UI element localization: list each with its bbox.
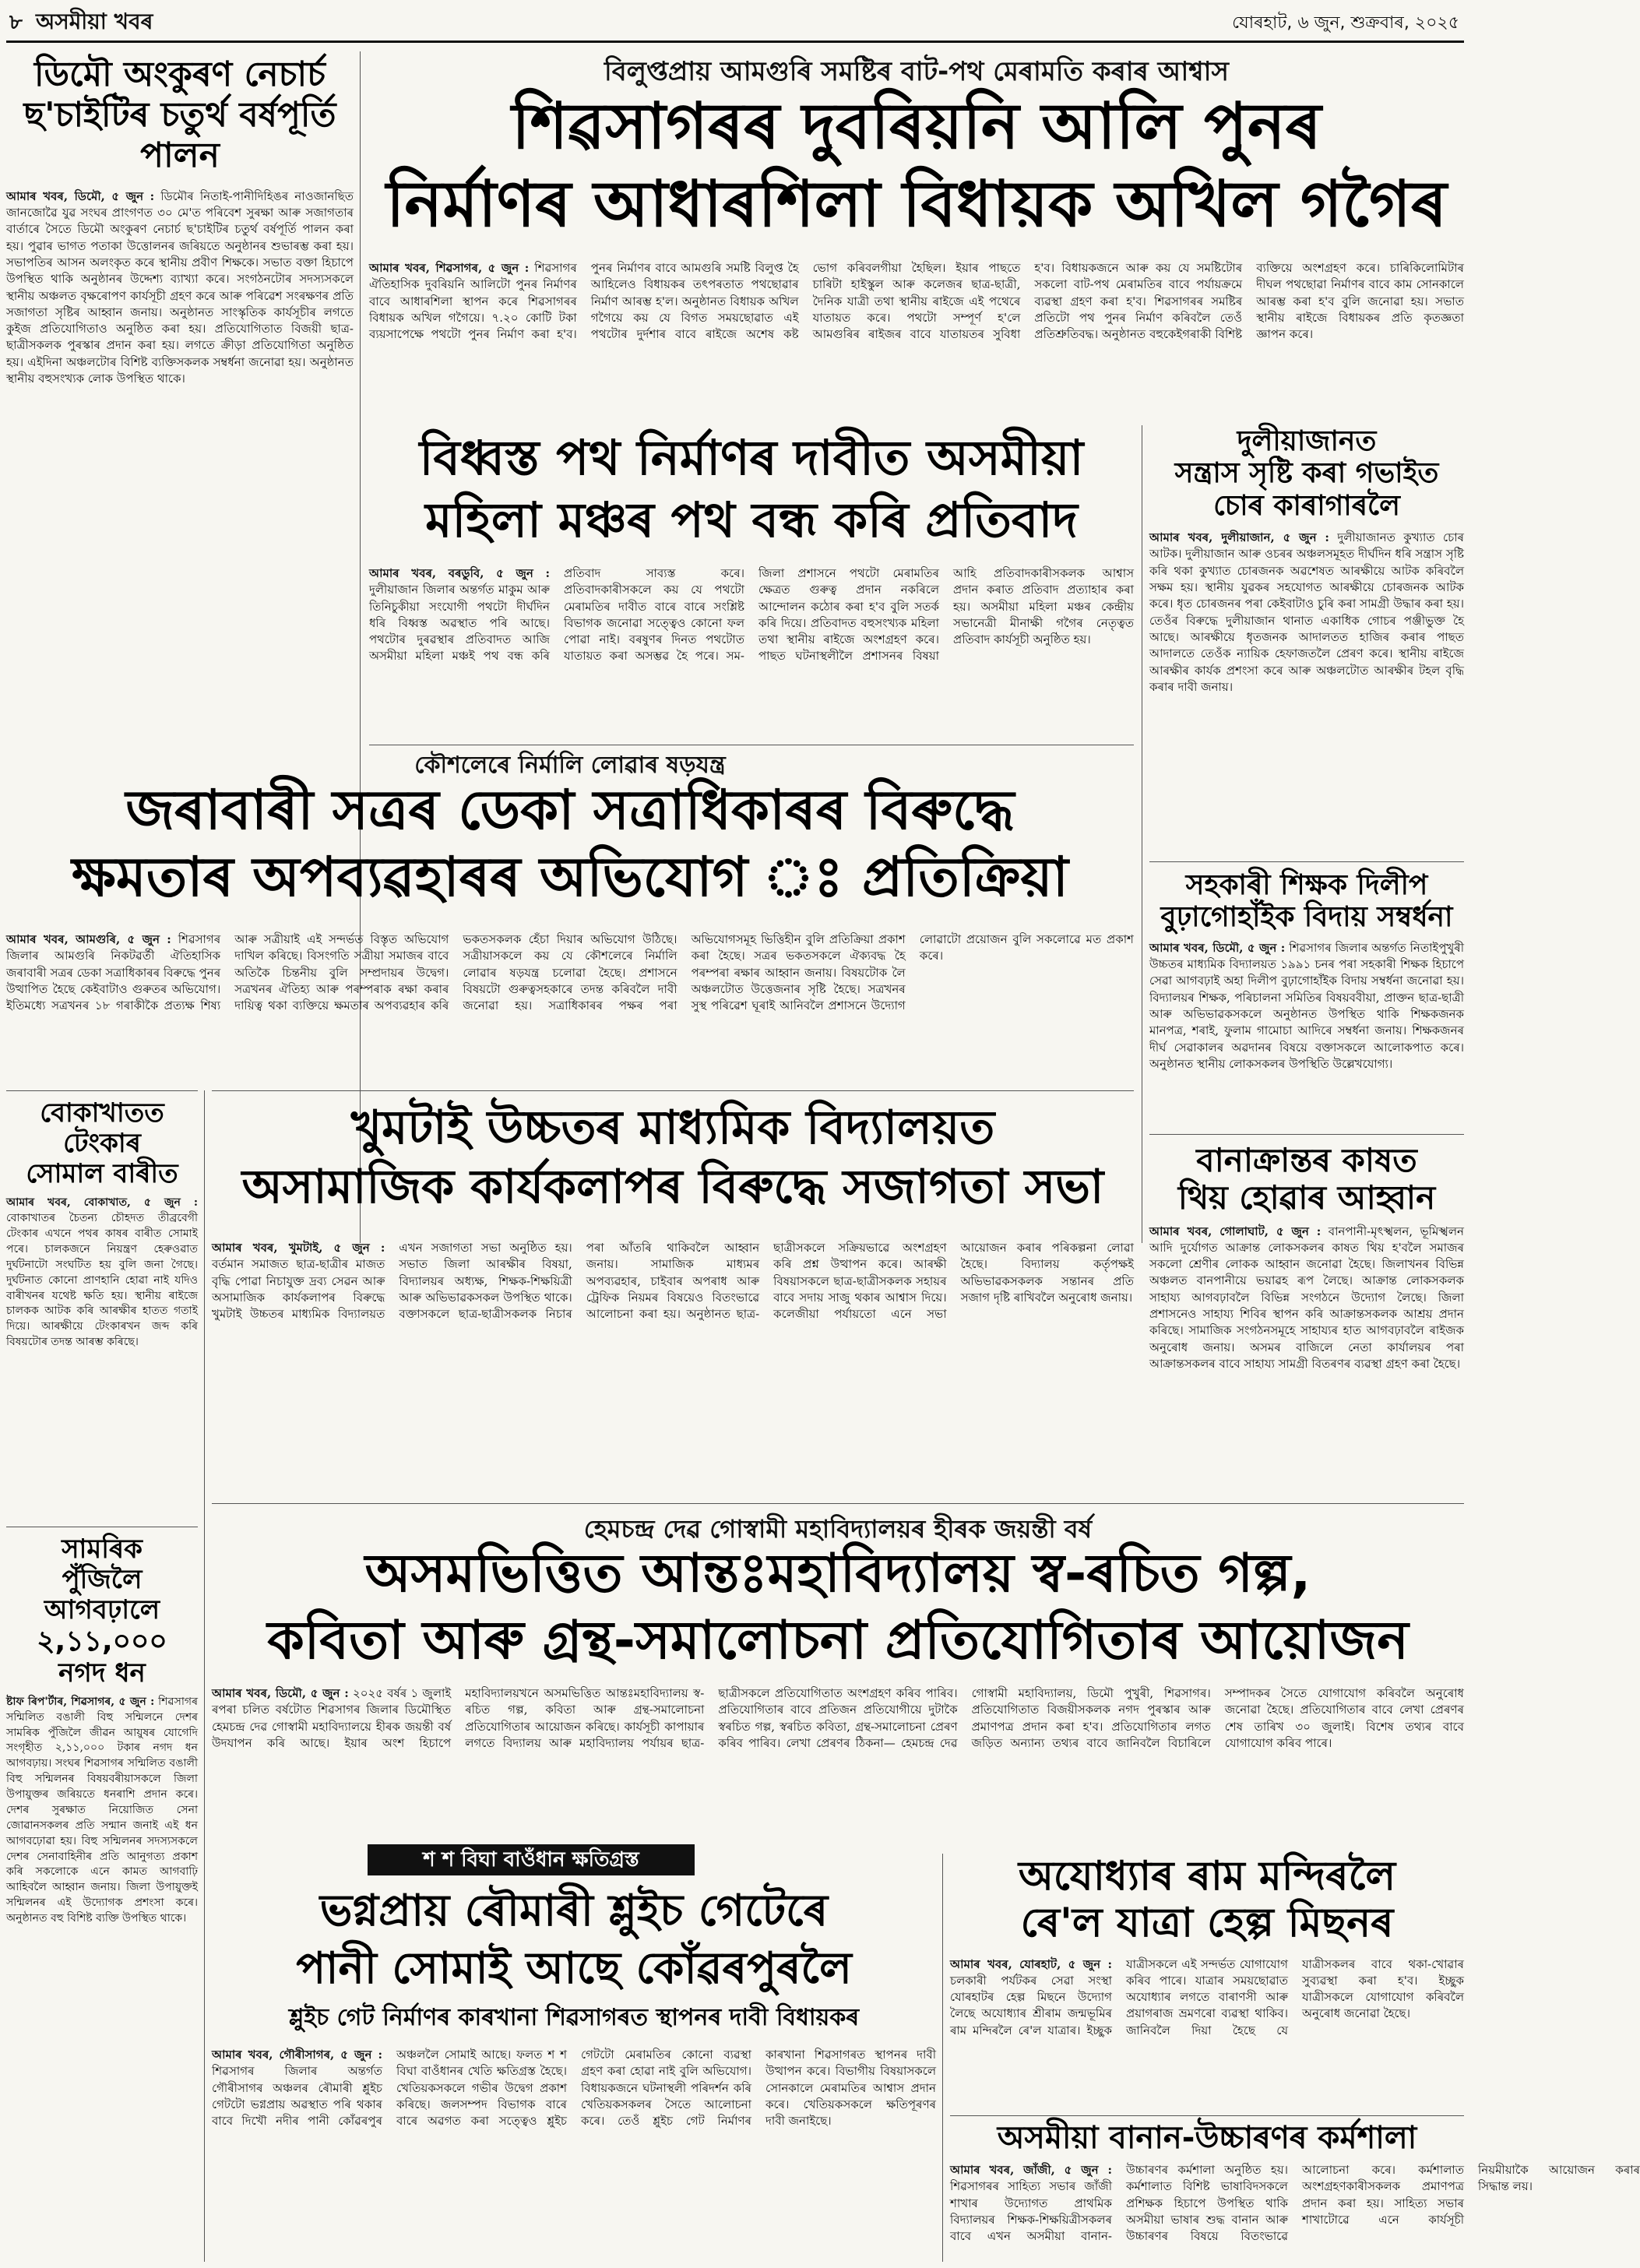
headline-line-1: ভগ্নপ্ৰায় ৰৌমাৰী শ্লুইচ গেটেৰে xyxy=(319,1886,829,1936)
story-teacher-farewell xyxy=(1149,869,1464,1126)
headline-line-1: অযোধ্যাৰ ৰাম মন্দিৰলৈ xyxy=(1018,1853,1396,1900)
kicker: কৌশলেৰে নিৰ্মালি লোৱাৰ ষড়যন্ত্ৰ xyxy=(414,752,726,779)
headline: ডিমৌ অংকুৰণ নেচাৰ্চ ছ'চাইটিৰ চতুৰ্থ বৰ্ষপূৰ্তি পালন xyxy=(23,55,336,175)
dateline: আমাৰ খবৰ, আমগুৰি, ৫ জুন : xyxy=(6,932,171,946)
story-text: দুলীয়াজান জিলাৰ অন্তৰ্গত মাকুম আৰু তিনিচুকীয়া সংযোগী পথটো দীৰ্ঘদিন ধৰি বিধ্বস্ত অৱস্থাত পৰি আছে। পথটোৰ দুৰৱস্থাৰ প্ৰতিবাদত আজি অসমীয়া মহিলা মঞ্চই পথ বন্ধ কৰি প্ৰতিবাদ সাব্যস্ত কৰে। প্ৰতিবাদকাৰীসকলে কয় যে পথটো মেৰামতিৰ দাবীত বাৰে বাৰে সংশ্লিষ্ট বিভাগক জনোৱা সত্ত্বেও কোনো ফল পোৱা নাই। বৰষুণৰ দিনত পথটোত যাতায়ত কৰা অসম্ভৱ হৈ পৰে। সম-জিলা প্ৰশাসনে পথটো মেৰামতিৰ ক্ষেত্ৰত গুৰুত্ব প্ৰদান নকৰিলে আন্দোলন কঠোৰ কৰা হ'ব বুলি সতৰ্ক কৰি দিয়ে। প্ৰতিবাদত বহুসংখ্যক মহিলা তথা স্থানীয় ৰাইজে অংশগ্ৰহণ কৰে। পাছত ঘটনাস্থলীলৈ প্ৰশাসনৰ বিষয়া আহি প্ৰতিবাদকাৰীসকলক আশ্বাস প্ৰদান কৰাত প্ৰতিবাদ প্ৰত্যাহাৰ কৰা হয়। অসমীয়া মহিলা মঞ্চৰ কেন্দ্ৰীয় সভানেত্ৰী মীনাক্ষী গগৈৰ নেতৃত্বত প্ৰতিবাদ কাৰ্যসূচী অনুষ্ঠিত হয়। xyxy=(369,566,1134,664)
headline-line-2: টেংকাৰ xyxy=(63,1128,141,1160)
subhead: শ্লুইচ গেট নিৰ্মাণৰ কাৰখানা শিৱসাগৰত স্থাপনৰ দাবী বিধায়কৰ xyxy=(288,2004,860,2031)
headline-line-2: বুঢ়াগোহাঁইক বিদায় সম্বৰ্ধনা xyxy=(1160,901,1453,934)
masthead-rule xyxy=(6,40,1464,43)
headline-line-1: জৰাবাৰী সত্ৰৰ ডেকা সত্ৰাধিকাৰৰ বিৰুদ্ধে xyxy=(125,778,1015,842)
story-text: শিৱসাগৰ জিলাৰ আমগুৰি নিকটৱৰ্তী ঐতিহাসিক জৰাবাৰী সত্ৰৰ ডেকা সত্ৰাধিকাৰৰ বিৰুদ্ধে পুনৰ উত্থাপিত হৈছে কেইবাটাও গুৰুতৰ অভিযোগ। ইতিমধ্যে সত্ৰখনৰ ১৮ গৰাকীকৈ প্ৰত্যক্ষ শিষ্য আৰু সত্ৰীয়াই এই সন্দৰ্ভত বিস্তৃত অভিযোগ দাখিল কৰিছে। বিসংগতি সত্ৰীয়া সমাজৰ বাবে অতিকৈ চিন্তনীয় বুলি সম্প্ৰদায়ৰ উদ্বেগ। সত্ৰখনৰ ঐতিহ্য আৰু পৰম্পৰাক ৰক্ষা কৰাৰ দায়িত্ব থকা ব্যক্তিয়ে ক্ষমতাৰ অপব্যৱহাৰ কৰি ভকতসকলক হেঁচা দিয়াৰ অভিযোগ উঠিছে। সত্ৰীয়াসকলে কয় যে কৌশলেৰে নিৰ্মালি লোৱাৰ ষড়যন্ত্ৰ চলোৱা হৈছে। প্ৰশাসনে বিষয়টো গুৰুত্বসহকাৰে তদন্ত কৰিবলৈ দাবী জনোৱা হয়। সত্ৰাধিকাৰৰ পক্ষৰ পৰা অভিযোগসমূহ ভিত্তিহীন বুলি প্ৰতিক্ৰিয়া প্ৰকাশ কৰা হৈছে। সত্ৰৰ ভকতসকলে ঐক্যবদ্ধ হৈ পৰম্পৰা ৰক্ষাৰ আহ্বান জনায়। বিষয়টোক লৈ অঞ্চলটোত উত্তেজনাৰ সৃষ্টি হৈছে। সত্ৰখনৰ সুস্থ পৰিৱেশ ঘূৰাই আনিবলৈ প্ৰশাসনে উদ্যোগ লোৱাটো প্ৰয়োজন বুলি সকলোৱে মত প্ৰকাশ কৰে। xyxy=(6,932,1134,1013)
story-sluice-gate xyxy=(212,1844,936,2262)
story-body xyxy=(212,2047,936,2257)
headline-line-2: ক্ষমতাৰ অপব্যৱহাৰৰ অভিযোগ ঃ প্ৰতিক্ৰিয়া xyxy=(72,845,1068,909)
story-text: শিৱসাগৰ জিলাৰ অন্তৰ্গত গৌৰীসাগৰ অঞ্চলৰ ৰৌমাৰী শ্লুইচ গেটটো ভগ্নপ্ৰায় অৱস্থাত পৰি থকাৰ বাবে দিখৌ নদীৰ পানী কোঁৱৰপুৰ অঞ্চললৈ সোমাই আছে। ফলত শ শ বিঘা বাওঁধানৰ খেতি ক্ষতিগ্ৰস্ত হৈছে। খেতিয়কসকলে গভীৰ উদ্বেগ প্ৰকাশ কৰিছে। জলসম্পদ বিভাগক বাৰে বাৰে অৱগত কৰা সত্ত্বেও শ্লুইচ গেটটো মেৰামতিৰ কোনো ব্যৱস্থা গ্ৰহণ কৰা হোৱা নাই বুলি অভিযোগ। বিধায়কজনে ঘটনাস্থলী পৰিদৰ্শন কৰি খেতিয়কসকলৰ সৈতে আলোচনা কৰে। তেওঁ শ্লুইচ গেট নিৰ্মাণৰ কাৰখানা শিৱসাগৰত স্থাপনৰ দাবী উত্থাপন কৰে। বিভাগীয় বিষয়াসকলে সোনকালে মেৰামতিৰ আশ্বাস প্ৰদান কৰে। খেতিয়কসকলে ক্ষতিপূৰণৰ দাবী জনাইছে। xyxy=(212,2048,936,2129)
story-body xyxy=(212,1240,1134,1474)
headline-line-1: বানাক্ৰান্তৰ কাষত xyxy=(1196,1141,1417,1179)
story-spelling-workshop xyxy=(950,2120,1640,2262)
headline-line-1: সামৰিক xyxy=(62,1534,143,1565)
section-rule xyxy=(1149,1134,1464,1135)
story-duliajan-thief xyxy=(1149,425,1464,861)
dateline-top: যোৰহাট, ৬ জুন, শুক্ৰবাৰ, ২০২৫ xyxy=(1232,13,1459,33)
story-khumtai-school xyxy=(212,1098,1134,1503)
paper-name: অসমীয়া খবৰ xyxy=(36,9,153,34)
story-body xyxy=(6,1695,198,2232)
story-flood-help xyxy=(1149,1142,1464,1484)
headline-line-2: সন্ত্ৰাস সৃষ্টি কৰা গভাইত xyxy=(1174,457,1439,490)
kicker: বিলুপ্তপ্ৰায় আমগুৰি সমষ্টিৰ বাট-পথ মেৰামতি কৰাৰ আশ্বাস xyxy=(604,56,1229,87)
section-rule xyxy=(212,1090,1134,1091)
story-text: শিৱসাগৰৰ সাহিত্য সভাৰ জাঁজী শাখাৰ উদ্যোগত প্ৰাথমিক বিদ্যালয়ৰ শিক্ষক-শিক্ষয়িত্ৰীসকলৰ বাবে এখন অসমীয়া বানান-উচ্চাৰণৰ কৰ্মশালা অনুষ্ঠিত হয়। কৰ্মশালাত বিশিষ্ট ভাষাবিদসকলে প্ৰশিক্ষক হিচাপে উপস্থিত থাকি অসমীয়া ভাষাৰ শুদ্ধ বানান আৰু উচ্চাৰণৰ বিষয়ে বিতংভাৱে আলোচনা কৰে। কৰ্মশালাত অংশগ্ৰহণকাৰীসকলক প্ৰমাণপত্ৰ প্ৰদান কৰা হয়। সাহিত্য সভাৰ শাখাটোৱে এনে কাৰ্যসূচী নিয়মীয়াকৈ আয়োজন কৰাৰ সিদ্ধান্ত লয়। xyxy=(950,2163,1640,2244)
story-dimou-ankuran xyxy=(6,51,354,861)
headline-line-1: বিধ্বস্ত পথ নিৰ্মাণৰ দাবীত অসমীয়া xyxy=(419,429,1084,486)
story-text: শিৱসাগৰ জিলাৰ অন্তৰ্গত নিতাইপুখুৰী উচ্চতৰ মাধ্যমিক বিদ্যালয়ত ১৯৯১ চনৰ পৰা সহকাৰী শিক্ষক হিচাপে সেৱা আগবঢ়াই অহা দিলীপ বুঢ়াগোহাঁইক বিদায় সম্বৰ্ধনা জনোৱা হয়। বিদ্যালয়ৰ শিক্ষক, পৰিচালনা সমিতিৰ বিষয়ববীয়া, প্ৰাক্তন ছাত্ৰ-ছাত্ৰী আৰু অভিভাৱকসকলে অনুষ্ঠানত উপস্থিত থাকি শিক্ষকজনক মানপত্ৰ, শৰাই, ফুলাম গামোচা আদিৰে সম্বৰ্ধনা জনায়। শিক্ষকজনৰ দীৰ্ঘ সেৱাকালৰ অৱদানৰ বিষয়ে বক্তাসকলে আলোকপাত কৰে। অনুষ্ঠানত স্থানীয় লোকসকলৰ উপস্থিতি উল্লেখযোগ্য। xyxy=(1149,940,1464,1071)
story-text: ডিমৌৰ নিতাই-পানীদিহিঙৰ নাওজানছিত জানজোৱৈ যুৱ সংঘৰ প্ৰাংগণত ৩০ মে'ত পৰিবেশ সুৰক্ষা আৰু সজাগতাৰ বাৰ্তাৰে সৈতে ডিমৌ অংকুৰণ নেচাৰ্চ ছ'চাইটিৰ চতুৰ্থ বৰ্ষপূৰ্তি পালন কৰা হয়। পুৱাৰ ভাগত পতাকা উত্তোলনৰ জৰিয়তে অনুষ্ঠানৰ শুভাৰম্ভ কৰা হয়। সভাপতিৰ আসন অলংকৃত কৰে স্থানীয় প্ৰবীণ শিক্ষকে। সভাত বক্তা হিচাপে উপস্থিত থাকি অনুষ্ঠানৰ উদ্দেশ্য ব্যাখ্যা কৰে। সংগঠনটোৰ সদস্যসকলে স্থানীয় অঞ্চলত বৃক্ষৰোপণ কাৰ্যসূচী গ্ৰহণ কৰে আৰু পৰিৱেশ সংৰক্ষণৰ প্ৰতি সজাগতা সৃষ্টিৰ আহ্বান জনায়। অনুষ্ঠানত সাংস্কৃতিক কাৰ্যসূচীৰ লগতে কুইজ প্ৰতিযোগিতাও অনুষ্ঠিত কৰা হয়। প্ৰতিযোগিতাত বিজয়ী ছাত্ৰ-ছাত্ৰীসকলক পুৰস্কাৰ প্ৰদান কৰা হয়। লগতে ক্ৰীড়া প্ৰতিযোগিতা অনুষ্ঠিত হয়। এইদিনা অঞ্চলটোৰ বিশিষ্ট ব্যক্তিসকলক সম্বৰ্ধনা জনোৱা হয়। অনুষ্ঠানত স্থানীয় বহুসংখ্যক লোক উপস্থিত থাকে। xyxy=(6,188,354,386)
story-body xyxy=(369,565,1134,729)
story-body xyxy=(950,1956,1464,2089)
story-text: বৰ্তমান সমাজত ছাত্ৰ-ছাত্ৰীৰ মাজত বৃদ্ধি পোৱা নিচাযুক্ত দ্ৰব্য সেৱন আৰু অসামাজিক কাৰ্যকলাপৰ বিৰুদ্ধে খুমটাই উচ্চতৰ মাধ্যমিক বিদ্যালয়ত এখন সজাগতা সভা অনুষ্ঠিত হয়। সভাত জিলা আৰক্ষীৰ বিষয়া, বিদ্যালয়ৰ অধ্যক্ষ, শিক্ষক-শিক্ষয়িত্ৰী আৰু অভিভাৱকসকল উপস্থিত থাকে। বক্তাসকলে ছাত্ৰ-ছাত্ৰীসকলক নিচাৰ পৰা আঁতৰি থাকিবলৈ আহ্বান জনায়। সামাজিক মাধ্যমৰ অপব্যৱহাৰ, চাইবাৰ অপৰাধ আৰু ট্ৰেফিক নিয়মৰ বিষয়েও বিতংভাৱে আলোচনা কৰা হয়। অনুষ্ঠানত ছাত্ৰ-ছাত্ৰীসকলে সক্ৰিয়ভাৱে অংশগ্ৰহণ কৰি প্ৰশ্ন উত্থাপন কৰে। আৰক্ষী বিষয়াসকলে ছাত্ৰ-ছাত্ৰীসকলক সহায়ৰ বাবে সদায় সাজু থকাৰ আশ্বাস দিয়ে। কলেজীয়া পৰ্যায়তো এনে সভা আয়োজন কৰাৰ পৰিকল্পনা লোৱা হৈছে। বিদ্যালয় কৰ্তৃপক্ষই অভিভাৱকসকলক সন্তানৰ প্ৰতি সজাগ দৃষ্টি ৰাখিবলৈ অনুৰোধ জনায়। xyxy=(212,1241,1134,1322)
headline-line-3: সোমাল বাৰীত xyxy=(26,1158,178,1190)
story-body xyxy=(1149,1224,1464,1449)
story-ayodhya-rail xyxy=(950,1854,1464,2111)
headline-line-3: চোৰ কাৰাগাৰলৈ xyxy=(1213,489,1400,522)
story-text: বানপানী-মৃৎস্খলন, ভূমিস্খলন আদি দুৰ্যোগত আক্ৰান্ত লোকসকলৰ কাষত থিয় হ'বলৈ সমাজৰ সকলো শ্ৰেণীৰ লোকক আহ্বান জনোৱা হৈছে। জিলাখনৰ বিভিন্ন অঞ্চলত বানপানীয়ে ভয়াৱহ ৰূপ লৈছে। আক্ৰান্ত লোকসকলক সাহায্য আগবঢ়াবলৈ বিভিন্ন সংগঠনে উদ্যোগ লৈছে। জিলা প্ৰশাসনেও সাহায্য শিবিৰ স্থাপন কৰি আক্ৰান্তসকলক আশ্ৰয় প্ৰদান কৰিছে। সামাজিক সংগঠনসমূহে সাহায্যৰ হাত আগবঢ়াবলৈ ৰাইজক অনুৰোধ জনায়। অসমৰ বাজিলে নেতা কাৰ্যালয়ৰ পৰা আক্ৰান্তসকলৰ বাবে সাহায্য সামগ্ৰী বিতৰণৰ ব্যৱস্থা গ্ৰহণ কৰা হৈছে। xyxy=(1149,1224,1465,1371)
story-text: চলকাৰী পৰ্যটকৰ সেৱা সংস্থা যোৰহাটৰ হেল্প মিছনে উদ্যোগ লৈছে অযোধ্যাৰ শ্ৰীৰাম জন্মভূমিৰ ৰাম মন্দিৰলৈ ৰে'ল যাত্ৰাৰ। ইচ্ছুক যাত্ৰীসকলে এই সন্দৰ্ভত যোগাযোগ কৰিব পাৰে। যাত্ৰাৰ সময়ছোৱাত অযোধ্যাৰ লগতে বাৰাণসী আৰু প্ৰয়াগৰাজ ভ্ৰমণৰো ব্যৱস্থা থাকিব। জানিবলৈ দিয়া হৈছে যে যাত্ৰীসকলৰ বাবে থকা-খোৱাৰ সুব্যৱস্থা কৰা হ'ব। ইচ্ছুক যাত্ৰীসকলে যোগাযোগ কৰিবলৈ অনুৰোধ জনোৱা হৈছে। xyxy=(950,1956,1464,2037)
dateline: আমাৰ খবৰ, ডিমৌ, ৫ জুন : xyxy=(1149,940,1286,955)
headline-line-2: পুঁজিলৈ xyxy=(62,1564,143,1596)
column-rule xyxy=(942,1854,943,2262)
dateline: আমাৰ খবৰ, খুমটাই, ৫ জুন : xyxy=(212,1241,385,1255)
dateline: আমাৰ খবৰ, শিৱসাগৰ, ৫ জুন : xyxy=(369,261,530,275)
story-text: শিৱসাগৰ সন্মিলিত বঙালী বিহু সন্মিলনে দেশৰ সামৰিক পুঁজিলৈ জীৱন আয়ুষৰ যোগেদি সংগৃহীত ২,১১,০০০ টকাৰ নগদ ধন আগবঢ়ায়। সংঘৰ শিৱসাগৰ সন্মিলিত বঙালী বিহু সন্মিলনৰ বিষয়বৰীয়াসকলে জিলা উপায়ুক্তৰ জৰিয়তে ধনৰাশি প্ৰদান কৰে। দেশৰ সুৰক্ষাত নিয়োজিত সেনা জোৱানসকলৰ প্ৰতি সন্মান জনাই এই ধন আগবঢ়োৱা হয়। বিহু সন্মিলনৰ সদস্যসকলে দেশৰ সেনাবাহিনীৰ প্ৰতি আনুগত্য প্ৰকাশ কৰি সকলোকে এনে কামত আগবাঢ়ি আহিবলৈ আহ্বান জনায়। জিলা উপায়ুক্তই সন্মিলনৰ এই উদ্যোগক প্ৰশংসা কৰে। অনুষ্ঠানত বহু বিশিষ্ট ব্যক্তি উপস্থিত থাকে। xyxy=(6,1695,198,1925)
headline-line-1: দুলীয়াজানত xyxy=(1237,425,1377,457)
story-body xyxy=(6,1196,198,1499)
dateline: আমাৰ খবৰ, বৰডুবি, ৫ জুন : xyxy=(369,566,550,580)
story-body xyxy=(6,188,354,827)
headline-line-2: নিৰ্মাণৰ আধাৰশিলা বিধায়ক অখিল গগৈৰ xyxy=(385,167,1448,241)
page-number: ৮ xyxy=(9,11,23,34)
dateline: আমাৰ খবৰ, যোৰহাট, ৫ জুন : xyxy=(950,1956,1112,1971)
headline-line-2: মহিলা মঞ্চৰ পথ বন্ধ কৰি প্ৰতিবাদ xyxy=(425,491,1078,548)
section-rule xyxy=(1149,861,1464,862)
headline-line-2: পানী সোমাই আছে কোঁৱৰপুৰলৈ xyxy=(296,1943,852,1994)
headline-line-1: সহকাৰী শিক্ষক দিলীপ xyxy=(1185,869,1428,901)
story-body xyxy=(950,2162,1640,2254)
headline-line-1: খুমটাই উচ্চতৰ মাধ্যমিক বিদ্যালয়ত xyxy=(350,1101,995,1155)
headline-line-2: ৰে'ল যাত্ৰা হেল্প মিছনৰ xyxy=(1020,1899,1394,1946)
story-bokakhat-tanker xyxy=(6,1098,198,1519)
story-body xyxy=(1149,940,1464,1111)
headline-line-2: থিয় হোৱাৰ আহ্বান xyxy=(1177,1178,1436,1217)
story-jarabari-satra xyxy=(6,745,1134,1087)
story-intercollege-competition xyxy=(212,1508,1464,1851)
headline-line-1: অসমভিত্তিত আন্তঃমহাবিদ্যালয় স্ব-ৰচিত গল্প, xyxy=(364,1543,1311,1604)
section-rule xyxy=(950,2115,1464,2116)
section-rule xyxy=(6,1090,198,1091)
section-label: শ শ বিঘা বাওঁধান ক্ষতিগ্ৰস্ত xyxy=(368,1844,695,1875)
story-women-forum-protest xyxy=(369,425,1134,745)
dateline: আমাৰ খবৰ, গৌৰীসাগৰ, ৫ জুন : xyxy=(212,2048,382,2062)
headline-line-2: অসামাজিক কাৰ্যকলাপৰ বিৰুদ্ধে সজাগতা সভা xyxy=(241,1160,1104,1214)
headline: অসমীয়া বানান-উচ্চাৰণৰ কৰ্মশালা xyxy=(997,2120,1417,2156)
story-text: বোকাখাতৰ চৈতন্য চৌহদত তীব্ৰবেগী টেংকাৰ এখনে পথৰ কাষৰ বাৰীত সোমাই পৰে। চালকজনে নিয়ন্ত্ৰণ হেৰুওৱাত দুৰ্ঘটনাটো সংঘটিত হয় বুলি জনা গৈছে। দুৰ্ঘটনাত কোনো প্ৰাণহানি হোৱা নাই যদিও বাৰীখনৰ যথেষ্ট ক্ষতি হয়। স্থানীয় ৰাইজে চালকক আটক কৰি আৰক্ষীৰ হাতত গতাই দিয়ে। আৰক্ষীয়ে টেংকাৰখন জব্দ কৰি বিষয়টোৰ তদন্ত আৰম্ভ কৰিছে। xyxy=(6,1212,198,1349)
dateline: আমাৰ খবৰ, বোকাখাত, ৫ জুন : xyxy=(6,1196,198,1210)
kicker: হেমচন্দ্ৰ দেৱ গোস্বামী মহাবিদ্যালয়ৰ হীৰক জয়ন্তী বৰ্ষ xyxy=(583,1514,1093,1544)
headline-line-5: নগদ ধন xyxy=(58,1657,146,1689)
story-body xyxy=(212,1685,1464,1838)
story-body xyxy=(1149,530,1464,841)
dateline: আমাৰ খবৰ, ডিমৌ, ৫ জুন : xyxy=(212,1686,349,1700)
headline-line-4: ২,১১,০০০ xyxy=(37,1625,167,1658)
dateline: আমাৰ খবৰ, দুলীয়াজান, ৫ জুন : xyxy=(1149,530,1329,545)
masthead xyxy=(0,0,1470,44)
headline-line-1: শিৱসাগৰৰ দুবৰিয়নি আলি পুনৰ xyxy=(512,90,1322,164)
story-text: ২০২৫ বৰ্ষৰ ১ জুলাই ৰপৰা চলিত বৰ্ষটোত শিৱসাগৰ জিলাৰ ডিমৌস্থিত হেমচন্দ্ৰ দেৱ গোস্বামী মহাবিদ্যালয়ে হীৰক জয়ন্তী বৰ্ষ উদযাপন কৰি আছে। ইয়াৰ অংশ হিচাপে মহাবিদ্যালয়খনে অসমভিত্তিত আন্তঃমহাবিদ্যালয় স্ব-ৰচিত গল্প, কবিতা আৰু গ্ৰন্থ-সমালোচনা প্ৰতিযোগিতাৰ আয়োজন কৰিছে। কাৰ্যসূচী কাপায়াৰ লগতে বিদ্যালয় আৰু মহাবিদ্যালয় পৰ্যায়ৰ ছাত্ৰ-ছাত্ৰীসকলে প্ৰতিযোগিতাত অংশগ্ৰহণ কৰিব পাৰিব। প্ৰতিযোগিতাৰ বাবে প্ৰতিজন প্ৰতিযোগীয়ে দুটাকৈ স্বৰচিত গল্প, স্বৰচিত কবিতা, গ্ৰন্থ-সমালোচনা প্ৰেৰণ কৰিব পাৰিব। লেখা প্ৰেৰণৰ ঠিকনা— হেমচন্দ্ৰ দেৱ গোস্বামী মহাবিদ্যালয়, ডিমৌ পুখুৰী, শিৱসাগৰ। প্ৰতিযোগিতাত বিজয়ীসকলক নগদ পুৰস্কাৰ আৰু প্ৰমাণপত্ৰ প্ৰদান কৰা হ'ব। প্ৰতিযোগিতাৰ লগত জড়িত অন্যান্য তথ্যৰ বাবে জানিবলৈ বিচাৰিলে সম্পাদকৰ সৈতে যোগাযোগ কৰিবলৈ অনুৰোধ জনোৱা হৈছে। প্ৰতিযোগিতাৰ বাবে লেখা প্ৰেৰণৰ শেষ তাৰিখ ৩০ জুলাই। বিশেষ তথ্যৰ বাবে যোগাযোগ কৰিব পাৰে। xyxy=(212,1686,1464,1750)
dateline: ষ্টাফ ৰিপ'ৰ্টাৰ, শিৱসাগৰ, ৫ জুন : xyxy=(6,1695,155,1708)
story-military-fund xyxy=(6,1534,198,2262)
dateline: আমাৰ খবৰ, ডিমৌ, ৫ জুন : xyxy=(6,188,155,203)
story-body xyxy=(6,932,1134,1084)
headline-line-1: বোকাখাতত xyxy=(40,1097,164,1129)
headline-line-3: আগবঢ়ালে xyxy=(44,1594,160,1626)
headline-line-2: কবিতা আৰু গ্ৰন্থ-সমালোচনা প্ৰতিযোগিতাৰ আয়োজন xyxy=(267,1610,1409,1671)
story-text: শিৱসাগৰ ঐতিহাসিক দুবৰিয়নি আলিটো পুনৰ নিৰ্মাণৰ বাবে আধাৰশিলা স্থাপন কৰে শিৱসাগৰৰ বিধায়ক অখিল গগৈয়ে। ৭.২০ কোটি টকা ব্যয়সাপেক্ষে পথটো পুনৰ নিৰ্মাণ কৰা হ'ব। পুনৰ নিৰ্মাণৰ বাবে আমগুৰি সমষ্টি বিলুপ্ত হৈ আহিলেও বিধায়কৰ তৎপৰতাত পথছোৱাৰ নিৰ্মাণ আৰম্ভ হ'ল। অনুষ্ঠানত বিধায়ক অখিল গগৈয়ে কয় যে বিগত সময়ছোৱাত এই পথটোৰ দুৰ্দশাৰ বাবে ৰাইজে অশেষ কষ্ট ভোগ কৰিবলগীয়া হৈছিল। ইয়াৰ পাছতে চাৰিটা হাইস্কুল আৰু কলেজৰ ছাত্ৰ-ছাত্ৰী, দৈনিক যাত্ৰী তথা স্থানীয় ৰাইজে এই পথেৰে যাতায়ত কৰে। পথটো সম্পূৰ্ণ হ'লে আমগুৰিৰ ৰাইজৰ বাবে যাতায়তৰ সুবিধা হ'ব। বিধায়কজনে আৰু কয় যে সমষ্টিটোৰ সকলো বাট-পথ মেৰামতিৰ বাবে পৰ্যায়ক্ৰমে ব্যৱস্থা গ্ৰহণ কৰা হ'ব। শিৱসাগৰৰ সমষ্টিৰ প্ৰতিটো পথ পুনৰ নিৰ্মাণ কৰিবলৈ তেওঁ প্ৰতিশ্ৰুতিবদ্ধ। অনুষ্ঠানত বহুকেইগৰাকী বিশিষ্ট ব্যক্তিয়ে অংশগ্ৰহণ কৰে। চাৰিকিলোমিটাৰ দীঘল পথছোৱা নিৰ্মাণৰ বাবে কাম সোনকালে আৰম্ভ কৰা হ'ব বুলি জনোৱা হয়। সভাত স্থানীয় ৰাইজে বিধায়কৰ প্ৰতি কৃতজ্ঞতা জ্ঞাপন কৰে। xyxy=(369,261,1464,342)
story-text: দুলীয়াজানত কুখ্যাত চোৰ আটক। দুলীয়াজান আৰু ওচৰৰ অঞ্চলসমূহত দীৰ্ঘদিন ধৰি সন্ত্ৰাস সৃষ্টি কৰি থকা কুখ্যাত চোৰজনক অৱশেষত আৰক্ষীয়ে আটক কৰিবলৈ সক্ষম হয়। স্থানীয় যুৱকৰ সহযোগত আৰক্ষীয়ে চোৰজনক আটক কৰে। ধৃত চোৰজনৰ পৰা কেইবাটাও চুৰি কৰা সামগ্ৰী উদ্ধাৰ কৰা হয়। তেওঁৰ বিৰুদ্ধে দুলীয়াজান থানাত একাধিক গোচৰ পঞ্জীভুক্ত হৈ আছে। আৰক্ষীয়ে ধৃতজনক আদালতত হাজিৰ কৰাৰ পাছত আদালতে তেওঁক ন্যায়িক হেফাজতলৈ প্ৰেৰণ কৰে। স্থানীয় ৰাইজে আৰক্ষীৰ কাৰ্যক প্ৰশংসা কৰে আৰু অঞ্চলটোত আৰক্ষীৰ টহল বৃদ্ধি কৰাৰ দাবী জনায়। xyxy=(1149,530,1464,694)
column-rule xyxy=(204,1090,205,2262)
dateline: আমাৰ খবৰ, গোলাঘাট, ৫ জুন : xyxy=(1149,1224,1322,1238)
dateline: আমাৰ খবৰ, জাঁজী, ৫ জুন : xyxy=(950,2163,1112,2177)
section-rule xyxy=(212,1503,1464,1504)
